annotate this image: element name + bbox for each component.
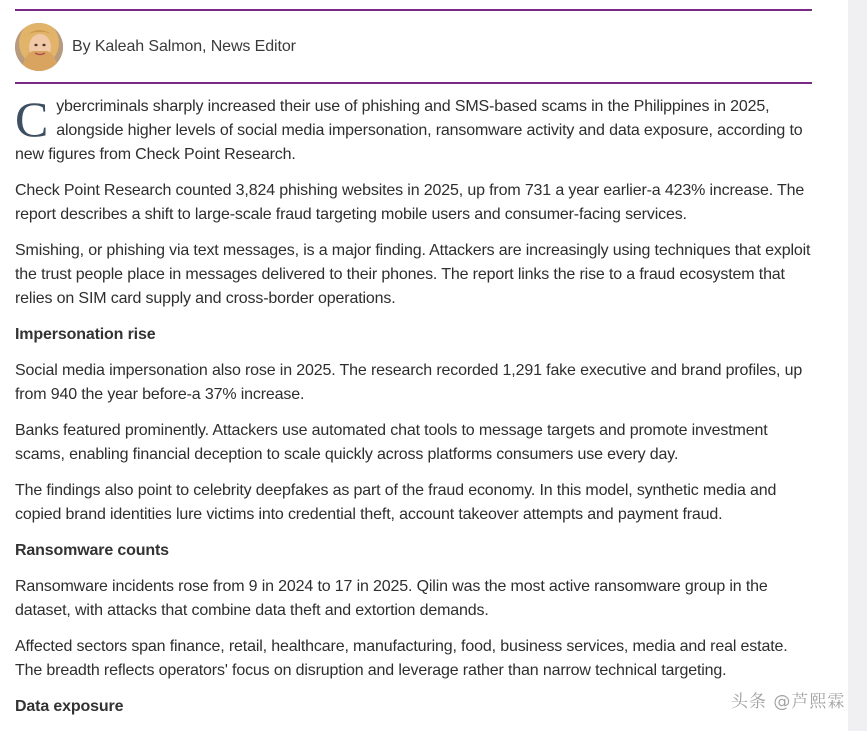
paragraph: Social media impersonation also rose in 2025. The research recorded 1,291 fake executive and brand profiles, up from 940 the year before-a 37% increase. [15,362,803,403]
paragraph-intro-text: ybercriminals sharply increased their use of phishing and SMS-based scams in the Philippines in 2025, alongside higher levels of social media impersonation, ransomware activity and data exposure, according to new figures from Check Point Research. [15,98,803,163]
paragraph: Banks featured prominently. Attackers use automated chat tools to message targets and promote investment scams, enabling financial deception to scale quickly across platforms consumers use every day. [15,422,768,463]
author-name[interactable]: By Kaleah Salmon, News Editor [72,37,296,55]
source-watermark: 头条 @芦熙霖 [731,692,846,712]
section-heading-ransomware: Ransomware counts [15,542,169,559]
author-byline [15,11,812,82]
paragraph: Check Point Research counted 3,824 phishing websites in 2025, up from 731 a year earlier-a 423% increase. The report describes a shift to large-scale fraud targeting mobile users and consumer-facing services. [15,182,805,223]
scrollbar-track[interactable] [848,0,867,731]
article [15,0,812,731]
paragraph-intro [15,91,812,167]
paragraph: Ransomware incidents rose from 9 in 2024 to 17 in 2025. Qilin was the most active ransomware group in the dataset, with attacks that combine data theft and extortion demands. [15,578,768,619]
paragraph: The findings also point to celebrity deepfakes as part of the fraud economy. In this model, synthetic media and copied brand identities lure victims into credential theft, account takeover attempts and payment fraud. [15,482,777,523]
paragraph: Smishing, or phishing via text messages, is a major finding. Attackers are increasingly using techniques that exploit the trust people place in messages delivered to their phones. The report links the rise to a fraud ecosystem that relies on SIM card supply and cross-border operations. [15,242,811,307]
section-heading-data-exposure: Data exposure [15,698,124,715]
paragraph: Affected sectors span finance, retail, healthcare, manufacturing, food, business services, media and real estate. The breadth reflects operators' focus on disruption and leverage rather than narrow technical targeting. [15,638,788,679]
section-heading-impersonation: Impersonation rise [15,326,156,343]
author-avatar[interactable] [15,23,63,71]
article-body [15,84,812,719]
drop-cap: C [15,91,49,147]
